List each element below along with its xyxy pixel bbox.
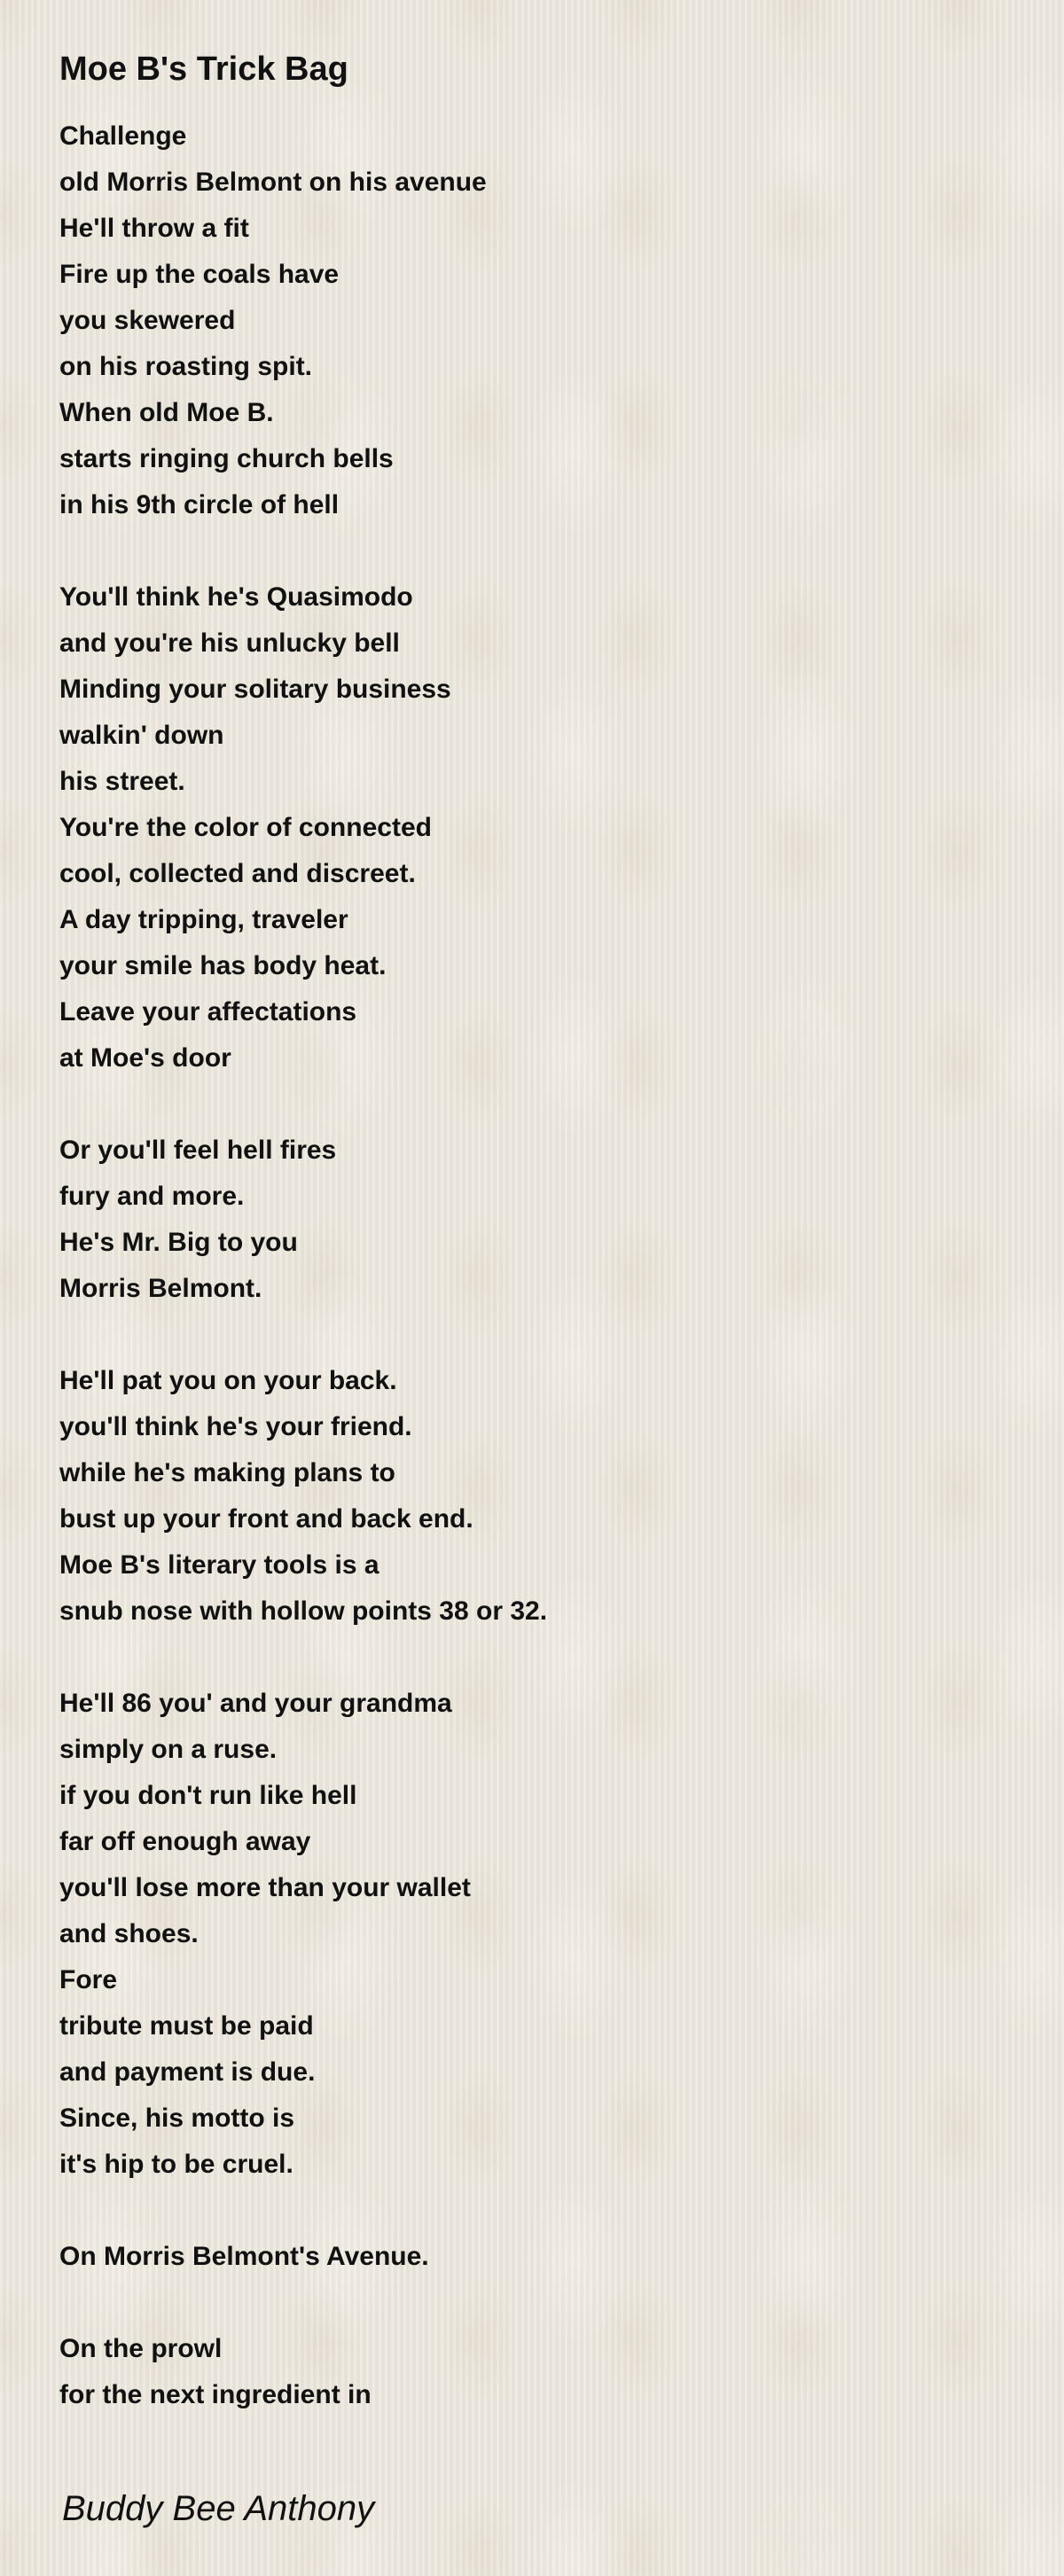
poem-line: walkin' down <box>59 721 224 750</box>
poem-line: Challenge <box>59 121 187 151</box>
poem-line: You'll think he's Quasimodo <box>59 582 413 612</box>
poem-title: Moe B's Trick Bag <box>59 51 348 88</box>
poem-line: tribute must be paid <box>59 2011 314 2041</box>
poem-line: He'll 86 you' and your grandma <box>59 1689 452 1718</box>
poem-line: Morris Belmont. <box>59 1274 262 1303</box>
poem-line: if you don't run like hell <box>59 1781 357 1810</box>
poem-line: He'll throw a fit <box>59 214 249 243</box>
poem-line: while he's making plans to <box>59 1458 395 1487</box>
poem-line: cool, collected and discreet. <box>59 859 416 888</box>
poem-line: snub nose with hollow points 38 or 32. <box>59 1596 548 1626</box>
poem-line: in his 9th circle of hell <box>59 490 340 519</box>
poem-line: and shoes. <box>59 1919 199 1948</box>
poem-line: Moe B's literary tools is a <box>59 1550 379 1580</box>
poem-line: old Morris Belmont on his avenue <box>59 168 487 197</box>
poem-stanza <box>59 574 999 1081</box>
poem-author: Buddy Bee Anthony <box>62 2489 375 2528</box>
poem-line: it's hip to be cruel. <box>59 2150 293 2179</box>
poem-line: on his roasting spit. <box>59 352 313 381</box>
poem-line: You're the color of connected <box>59 813 432 842</box>
poem-line: He'll pat you on your back. <box>59 1366 397 1395</box>
poem-stanza <box>59 1681 999 2188</box>
poem-line: He's Mr. Big to you <box>59 1228 298 1257</box>
poem-body <box>59 113 999 2418</box>
poem-line: fury and more. <box>59 1182 245 1211</box>
poem-container <box>59 44 999 2418</box>
poem-line: Leave your affectations <box>59 997 357 1026</box>
poem-stanza <box>59 2326 999 2418</box>
poem-line: far off enough away <box>59 1827 311 1856</box>
poem-line: you'll lose more than your wallet <box>59 1873 471 1902</box>
poem-line: Fore <box>59 1965 118 1994</box>
poem-line: starts ringing church bells <box>59 444 394 473</box>
poem-line: Fire up the coals have <box>59 260 340 289</box>
poem-stanza <box>59 113 999 528</box>
poem-line: simply on a ruse. <box>59 1735 278 1764</box>
poem-stanza <box>59 1358 999 1635</box>
poem-stanza <box>59 1128 999 1312</box>
poem-line: Minding your solitary business <box>59 675 451 704</box>
poem-line: for the next ingredient in <box>59 2380 372 2409</box>
poem-line: you skewered <box>59 306 236 335</box>
poem-line: Or you'll feel hell fires <box>59 1136 337 1165</box>
poem-line: your smile has body heat. <box>59 951 387 980</box>
poem-line: his street. <box>59 767 185 796</box>
poem-line: and payment is due. <box>59 2057 316 2087</box>
poem-line: and you're his unlucky bell <box>59 628 400 658</box>
poem-stanza <box>59 2234 999 2280</box>
poem-line: On the prowl <box>59 2334 223 2363</box>
poem-line: at Moe's door <box>59 1043 231 1073</box>
poem-line: Since, his motto is <box>59 2104 295 2133</box>
poem-line: A day tripping, traveler <box>59 905 348 934</box>
poem-line: bust up your front and back end. <box>59 1504 473 1534</box>
poem-line: On Morris Belmont's Avenue. <box>59 2242 429 2271</box>
poem-line: When old Moe B. <box>59 398 274 427</box>
poem-line: you'll think he's your friend. <box>59 1412 412 1441</box>
